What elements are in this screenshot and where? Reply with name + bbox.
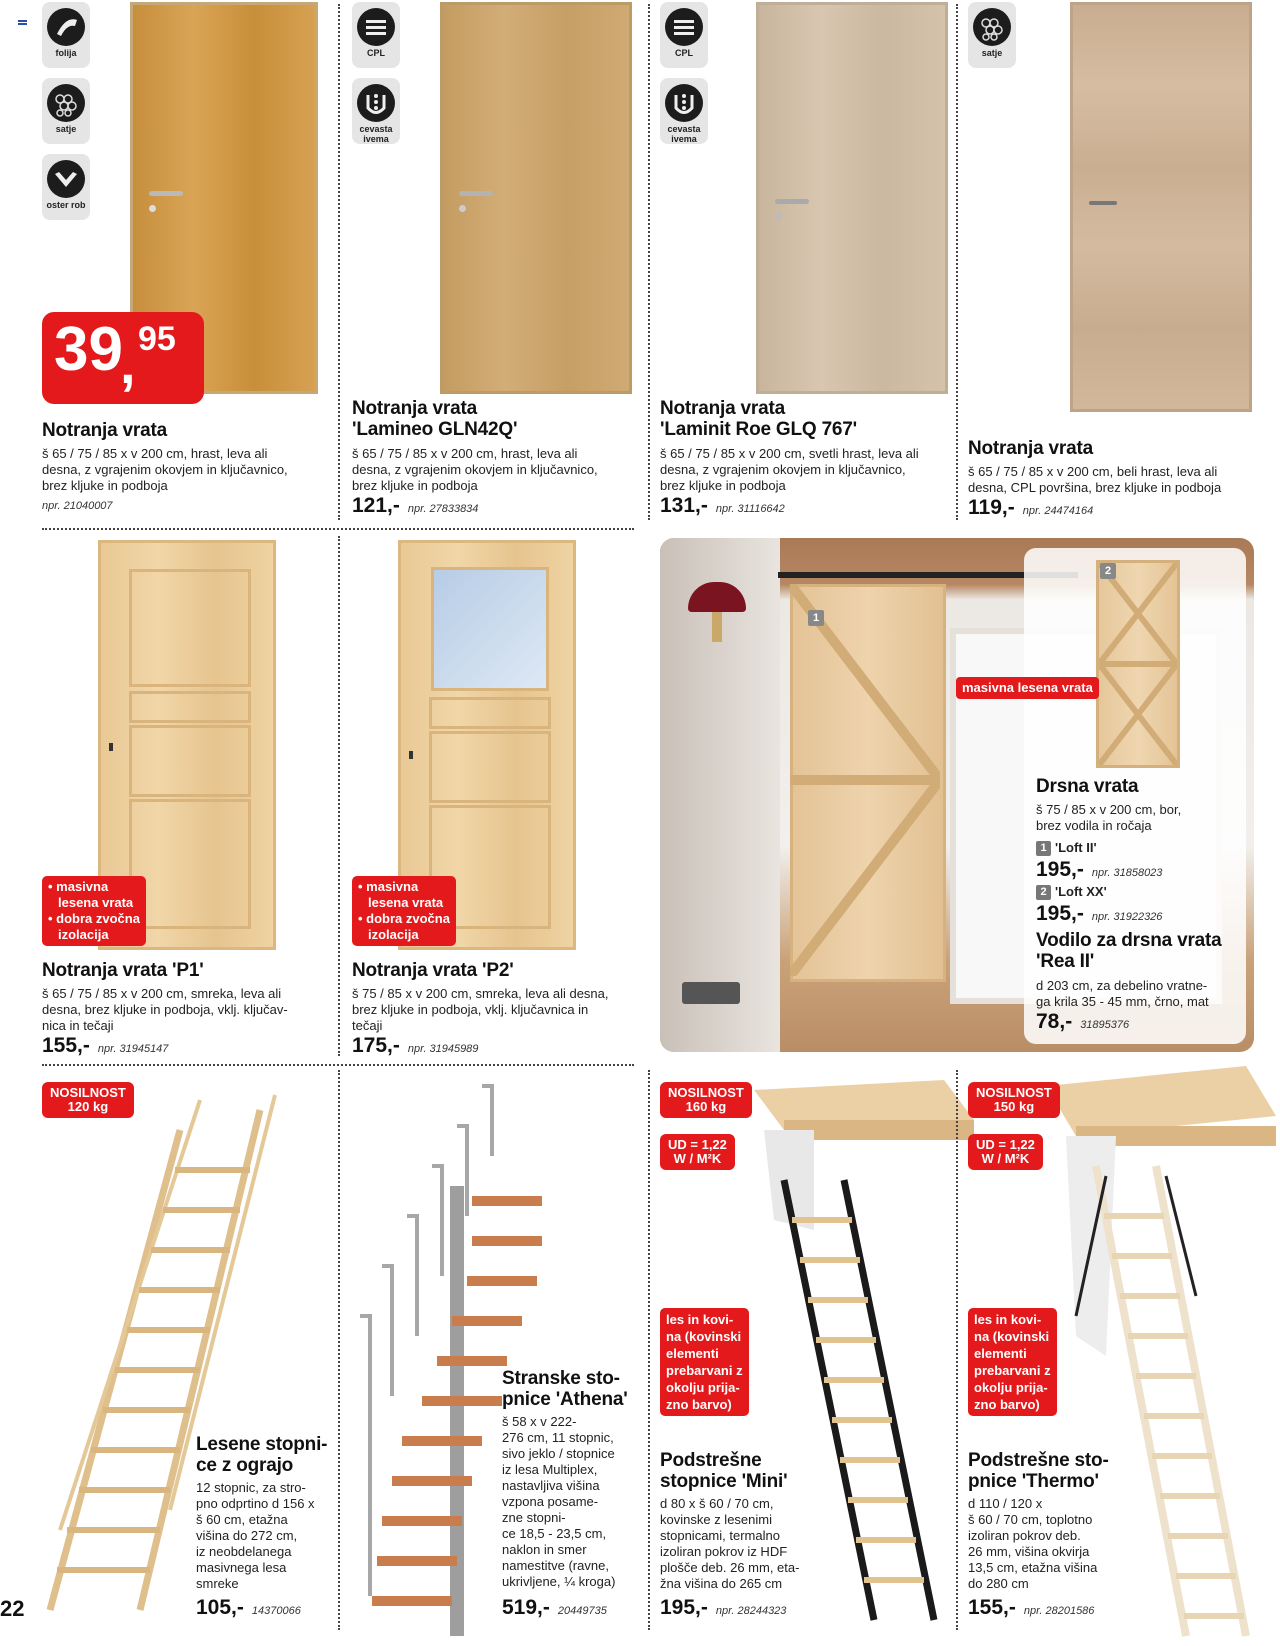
sliding-desc: š 75 / 85 x v 200 cm, bor, brez vodila in ročaja	[1036, 802, 1182, 833]
door-2-desc: š 65 / 75 / 85 x v 200 cm, hrast, leva ali desna, z vgrajenim okovjem in ključavnico, brez kljuke in podboja	[352, 446, 598, 493]
badge-sharp-edge: oster rob	[42, 154, 90, 220]
stairs-3-title: Podstrešne stopnice 'Mini'	[660, 1450, 788, 1492]
door-2-art: npr. 27833834	[407, 503, 479, 515]
stairs-3-capacity: NOSILNOST 160 kg	[660, 1082, 752, 1118]
badge-honeycomb: satje	[968, 2, 1016, 68]
sharp-edge-icon	[47, 160, 85, 198]
door-handle-icon	[459, 191, 493, 196]
door-4-price: 119,-	[968, 496, 1015, 519]
stairs-4-title: Podstrešne sto- pnice 'Thermo'	[968, 1450, 1109, 1492]
door-1-desc: š 65 / 75 / 85 x v 200 cm, hrast, leva ali desna, z vgrajenim okovjem in ključavnico, brez kljuke in podboja	[42, 446, 288, 493]
door-3-title: Notranja vrata 'Laminit Roe GLQ 767'	[660, 398, 857, 440]
layers-icon	[665, 8, 703, 46]
p2-desc: š 75 / 85 x v 200 cm, smreka, leva ali desna, brez kljuke in podboja, vklj. ključavnica in tečaji	[352, 986, 609, 1033]
keyhole-icon	[409, 751, 413, 759]
door-2-price-line	[352, 494, 478, 518]
honeycomb-icon	[973, 8, 1011, 46]
badge-cpl: CPL	[660, 2, 708, 68]
stairs-4-capacity: NOSILNOST 150 kg	[968, 1082, 1060, 1118]
badge-foil: folija	[42, 2, 90, 68]
door-3-price-line	[660, 494, 785, 518]
loft-xx-door-image	[1096, 560, 1180, 768]
door-handle-icon	[1089, 201, 1117, 205]
p1-price: 155,-	[42, 1034, 90, 1057]
door-handle-icon	[775, 199, 809, 204]
big-price-comma: ,	[120, 332, 136, 395]
sliding-tag: masivna lesena vrata	[956, 677, 1099, 699]
sliding-title: Drsna vrata	[1036, 776, 1139, 797]
door-4-art: npr. 24474164	[1022, 505, 1094, 517]
door-2-title: Notranja vrata 'Lamineo GLN42Q'	[352, 398, 518, 440]
badge-cpl: CPL	[352, 2, 400, 68]
rail-title: Vodilo za drsna vrata 'Rea II'	[1036, 930, 1222, 972]
p2-features-tag: • masivna lesena vrata • dobra zvočna izolacija	[352, 876, 456, 946]
glass-panel	[431, 567, 549, 691]
foil-icon	[47, 8, 85, 46]
stairs-2-desc: š 58 x v 222- 276 cm, 11 stopnic, sivo jeklo / stopnice iz lesa Multiplex, nastavljiva višina vzpona posame- zne stopni- ce 18,5 - 23,5 cm, naklon in smer namestitve (ravne, ukrivljene, ¼ kroga)	[502, 1414, 616, 1589]
badge-honeycomb: satje	[42, 78, 90, 144]
door-2-image	[440, 2, 632, 394]
door-4-price-line	[968, 496, 1093, 520]
door-3-art: npr. 31116642	[715, 503, 785, 515]
tube-icon	[357, 84, 395, 122]
variant-1-price-line: 195,- npr. 31858023	[1036, 858, 1163, 881]
big-price-tag	[42, 312, 204, 404]
p1-title: Notranja vrata 'P1'	[42, 960, 204, 981]
stairs-1-price-line: 105,- 14370066	[196, 1596, 301, 1619]
stairs-3-ud: UD = 1,22 W / M²K	[660, 1134, 735, 1170]
p2-price-line	[352, 1034, 478, 1058]
sliding-door-panel	[790, 584, 946, 982]
big-price-cents: 95	[138, 320, 176, 358]
light-switch-icon	[682, 982, 740, 1004]
door-handle-icon	[149, 191, 183, 196]
layers-icon	[357, 8, 395, 46]
door-4-image	[1070, 2, 1252, 412]
honeycomb-icon	[47, 84, 85, 122]
stairs-4-material-tag: les in kovi- na (kovinski elementi prebarvani z okolju prija- zno barvo)	[968, 1308, 1057, 1416]
big-price-main: 39	[54, 315, 123, 384]
stairs-4-desc: d 110 / 120 x š 60 / 70 cm, toplotno izoliran pokrov deb. 26 mm, višina okvirja 13,5 cm, etažna višina do 280 cm	[968, 1496, 1098, 1591]
rail-price-line: 78,- 31895376	[1036, 1010, 1130, 1033]
variant-2-price-line: 195,- npr. 31922326	[1036, 902, 1163, 925]
stairs-4-price-line: 155,- npr. 28201586	[968, 1596, 1095, 1619]
p1-desc: š 65 / 75 / 85 x v 200 cm, smreka, leva ali desna, brez kljuke in podboja, vklj. ključav- nica in tečaji	[42, 986, 288, 1033]
door-1-title: Notranja vrata	[42, 420, 167, 441]
rail-desc: d 203 cm, za debelino vratne- ga krila 35 - 45 mm, črno, mat	[1036, 978, 1209, 1009]
door-2-price: 121,-	[352, 494, 400, 517]
badge-tube-core: cevasta ivema	[352, 78, 400, 144]
door-1-art: npr. 21040007	[42, 500, 113, 512]
p1-features-tag: • masivna lesena vrata • dobra zvočna izolacija	[42, 876, 146, 946]
door-3-desc: š 65 / 75 / 85 x v 200 cm, svetli hrast, leva ali desna, z vgrajenim okovjem in ključavnico, brez kljuke in podboja	[660, 446, 919, 493]
p2-art: npr. 31945989	[407, 1043, 479, 1055]
p1-art: npr. 31945147	[97, 1043, 169, 1055]
marker-2: 2	[1100, 563, 1116, 579]
stairs-3-desc: d 80 x š 60 / 70 cm, kovinske z lesenimi stopnicami, termalno izoliran pokrov iz HDF plošče deb. 26 mm, eta- žna višina do 265 cm	[660, 1496, 800, 1591]
stairs-1-title: Lesene stopni- ce z ograjo	[196, 1434, 328, 1476]
stairs-4-ud: UD = 1,22 W / M²K	[968, 1134, 1043, 1170]
door-4-desc: š 65 / 75 / 85 x v 200 cm, beli hrast, leva ali desna, CPL površina, brez kljuke in podboja	[968, 464, 1222, 495]
p1-price-line	[42, 1034, 168, 1058]
marker-1: 1	[808, 610, 824, 626]
stairs-3-price-line: 195,- npr. 28244323	[660, 1596, 787, 1619]
stairs-1-desc: 12 stopnic, za stro- pno odprtino d 156 x š 60 cm, etažna višina do 272 cm, iz neobdelanega masivnega lesa smreke	[196, 1480, 315, 1591]
variant-1-name: 1 'Loft II'	[1036, 840, 1097, 856]
door-4-title: Notranja vrata	[968, 438, 1093, 459]
stairs-3-material-tag: les in kovi- na (kovinski elementi prebarvani z okolju prija- zno barvo)	[660, 1308, 749, 1416]
stairs-1-capacity: NOSILNOST 120 kg	[42, 1082, 134, 1118]
door-3-price: 131,-	[660, 494, 708, 517]
variant-2-name: 2 'Loft XX'	[1036, 884, 1107, 900]
stairs-2-price-line: 519,- 20449735	[502, 1596, 607, 1619]
top-flag-icon	[18, 20, 27, 25]
tube-icon	[665, 84, 703, 122]
badge-tube-core: cevasta ivema	[660, 78, 708, 144]
p2-title: Notranja vrata 'P2'	[352, 960, 514, 981]
door-3-image	[756, 2, 948, 394]
stairs-2-title: Stranske sto- pnice 'Athena'	[502, 1368, 628, 1410]
p2-price: 175,-	[352, 1034, 400, 1057]
page-number: 22	[0, 1596, 25, 1621]
keyhole-icon	[109, 743, 113, 751]
